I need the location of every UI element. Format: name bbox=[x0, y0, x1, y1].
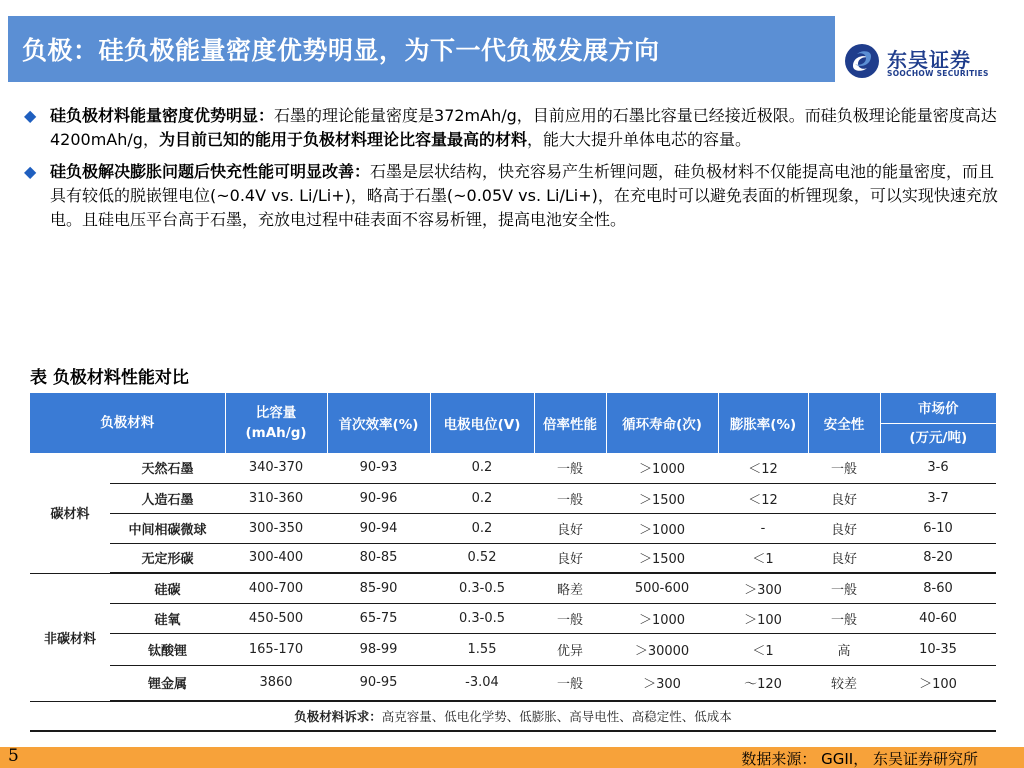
bullet-text bbox=[50, 160, 999, 232]
table-row bbox=[30, 453, 996, 483]
table-footer-row bbox=[30, 701, 996, 731]
bullet-body: 石墨的理论能量密度是372mAh/g，目前应用的石墨比容量已经接近极限。而硅负极理论能量密度高达4200mAh/g， bbox=[50, 106, 997, 149]
cell-cycle: ＞1500 bbox=[606, 543, 718, 573]
cell-material: 硅氧 bbox=[110, 603, 225, 633]
cell-price: 8-60 bbox=[880, 573, 996, 603]
cell-material: 人造石墨 bbox=[110, 483, 225, 513]
group-label-carbon: 碳材料 bbox=[30, 453, 110, 573]
header-safety: 安全性 bbox=[808, 393, 880, 453]
cell-price: 10-35 bbox=[880, 633, 996, 665]
table-row bbox=[30, 483, 996, 513]
cell-material: 天然石墨 bbox=[110, 453, 225, 483]
header-rate: 倍率性能 bbox=[534, 393, 606, 453]
cell-efficiency: 65-75 bbox=[327, 603, 430, 633]
cell-rate: 一般 bbox=[534, 603, 606, 633]
diamond-bullet-icon: ◆ bbox=[24, 106, 37, 125]
cell-price: 40-60 bbox=[880, 603, 996, 633]
cell-material: 锂金属 bbox=[110, 665, 225, 701]
cell-rate: 一般 bbox=[534, 453, 606, 483]
cell-rate: 良好 bbox=[534, 543, 606, 573]
cell-potential: 1.55 bbox=[430, 633, 534, 665]
header-price: 市场价 (万元/吨) bbox=[880, 393, 996, 453]
cell-cycle: 500-600 bbox=[606, 573, 718, 603]
table-row bbox=[30, 513, 996, 543]
bullet-body: 石墨是层状结构，快充容易产生析锂问题，硅负极材料不仅能提高电池的能量密度，而且具有较低的脱嵌锂电位(~0.4V vs. Li/Li+)，略高于石墨(~0.05V vs. Li/Li+)，在充电时可以避免表面的析锂现象，可以实现快速充放电。且硅电压平台高于石墨，充放电过程中硅表面不容易析锂，提高电池安全性。 bbox=[50, 162, 998, 229]
cell-capacity: 300-350 bbox=[225, 513, 327, 543]
cell-expansion: ＜12 bbox=[718, 453, 808, 483]
cell-expansion: ＞100 bbox=[718, 603, 808, 633]
cell-efficiency: 90-96 bbox=[327, 483, 430, 513]
cell-cycle: ＞30000 bbox=[606, 633, 718, 665]
bullet-item bbox=[24, 160, 999, 232]
cell-rate: 良好 bbox=[534, 513, 606, 543]
cell-safety: 较差 bbox=[808, 665, 880, 701]
table-row bbox=[30, 633, 996, 665]
cell-safety: 一般 bbox=[808, 453, 880, 483]
cell-price: 3-7 bbox=[880, 483, 996, 513]
cell-safety: 良好 bbox=[808, 513, 880, 543]
cell-capacity: 400-700 bbox=[225, 573, 327, 603]
cell-rate: 略差 bbox=[534, 573, 606, 603]
cell-cycle: ＞300 bbox=[606, 665, 718, 701]
cell-rate: 一般 bbox=[534, 483, 606, 513]
table-row bbox=[30, 543, 996, 573]
table-footer-note bbox=[30, 701, 996, 731]
bullet-emphasis: 为目前已知的能用于负极材料理论比容量最高的材料 bbox=[158, 130, 527, 149]
material-comparison-table bbox=[30, 393, 996, 732]
cell-efficiency: 90-95 bbox=[327, 665, 430, 701]
header-efficiency: 首次效率(%) bbox=[327, 393, 430, 453]
cell-safety: 一般 bbox=[808, 573, 880, 603]
cell-cycle: ＞1000 bbox=[606, 453, 718, 483]
cell-expansion: ～120 bbox=[718, 665, 808, 701]
cell-cycle: ＞1000 bbox=[606, 513, 718, 543]
bullet-item bbox=[24, 104, 999, 152]
header-material: 负极材料 bbox=[30, 393, 225, 453]
cell-safety: 一般 bbox=[808, 603, 880, 633]
cell-efficiency: 90-93 bbox=[327, 453, 430, 483]
cell-capacity: 300-400 bbox=[225, 543, 327, 573]
footer-note-label: 负极材料诉求： bbox=[294, 709, 382, 724]
cell-rate: 优异 bbox=[534, 633, 606, 665]
group-label-non-carbon: 非碳材料 bbox=[30, 573, 110, 701]
cell-material: 硅碳 bbox=[110, 573, 225, 603]
header-potential: 电极电位(V) bbox=[430, 393, 534, 453]
table-header-row bbox=[30, 393, 996, 453]
logo-name-en: SOOCHOW SECURITIES bbox=[887, 69, 989, 78]
cell-material: 钛酸锂 bbox=[110, 633, 225, 665]
footer-note-text: 高克容量、低电化学势、低膨胀、高导电性、高稳定性、低成本 bbox=[381, 709, 732, 724]
cell-expansion: ＜12 bbox=[718, 483, 808, 513]
cell-potential: 0.2 bbox=[430, 453, 534, 483]
cell-potential: 0.2 bbox=[430, 513, 534, 543]
cell-efficiency: 80-85 bbox=[327, 543, 430, 573]
cell-capacity: 165-170 bbox=[225, 633, 327, 665]
cell-expansion: ＜1 bbox=[718, 543, 808, 573]
bullet-list bbox=[24, 104, 999, 240]
cell-price: 6-10 bbox=[880, 513, 996, 543]
logo-name-cn: 东吴证券 bbox=[887, 48, 971, 72]
cell-capacity: 340-370 bbox=[225, 453, 327, 483]
cell-potential: 0.3-0.5 bbox=[430, 573, 534, 603]
cell-potential: -3.04 bbox=[430, 665, 534, 701]
bullet-lead: 硅负极解决膨胀问题后快充性能可明显改善： bbox=[50, 162, 371, 181]
table-row bbox=[30, 603, 996, 633]
soochow-logo-icon bbox=[843, 42, 881, 80]
cell-safety: 良好 bbox=[808, 483, 880, 513]
header-cycle: 循环寿命(次) bbox=[606, 393, 718, 453]
cell-expansion: - bbox=[718, 513, 808, 543]
cell-efficiency: 85-90 bbox=[327, 573, 430, 603]
table-title: 表 负极材料性能对比 bbox=[30, 368, 189, 388]
cell-material: 无定形碳 bbox=[110, 543, 225, 573]
bullet-text bbox=[50, 104, 999, 152]
page-number: 5 bbox=[8, 746, 19, 766]
cell-expansion: ＞300 bbox=[718, 573, 808, 603]
cell-potential: 0.2 bbox=[430, 483, 534, 513]
cell-potential: 0.52 bbox=[430, 543, 534, 573]
bullet-body-tail: ，能大大提升单体电芯的容量。 bbox=[526, 130, 751, 149]
cell-capacity: 3860 bbox=[225, 665, 327, 701]
cell-price: 8-20 bbox=[880, 543, 996, 573]
bullet-lead: 硅负极材料能量密度优势明显： bbox=[50, 106, 275, 125]
table-row bbox=[30, 665, 996, 701]
cell-cycle: ＞1500 bbox=[606, 483, 718, 513]
header-capacity: 比容量 (mAh/g) bbox=[225, 393, 327, 453]
cell-cycle: ＞1000 bbox=[606, 603, 718, 633]
table-row bbox=[30, 573, 996, 603]
cell-safety: 良好 bbox=[808, 543, 880, 573]
cell-potential: 0.3-0.5 bbox=[430, 603, 534, 633]
cell-price: 3-6 bbox=[880, 453, 996, 483]
cell-capacity: 450-500 bbox=[225, 603, 327, 633]
title-bar bbox=[8, 16, 835, 82]
cell-expansion: ＜1 bbox=[718, 633, 808, 665]
cell-efficiency: 98-99 bbox=[327, 633, 430, 665]
cell-capacity: 310-360 bbox=[225, 483, 327, 513]
diamond-bullet-icon: ◆ bbox=[24, 162, 37, 181]
cell-rate: 一般 bbox=[534, 665, 606, 701]
cell-material: 中间相碳微球 bbox=[110, 513, 225, 543]
data-source: 数据来源： GGII， 东吴证券研究所 bbox=[741, 750, 978, 768]
cell-price: ＞100 bbox=[880, 665, 996, 701]
company-logo bbox=[843, 40, 1013, 80]
header-expansion: 膨胀率(%) bbox=[718, 393, 808, 453]
cell-efficiency: 90-94 bbox=[327, 513, 430, 543]
page-title: 负极：硅负极能量密度优势明显，为下一代负极发展方向 bbox=[22, 36, 660, 65]
cell-safety: 高 bbox=[808, 633, 880, 665]
